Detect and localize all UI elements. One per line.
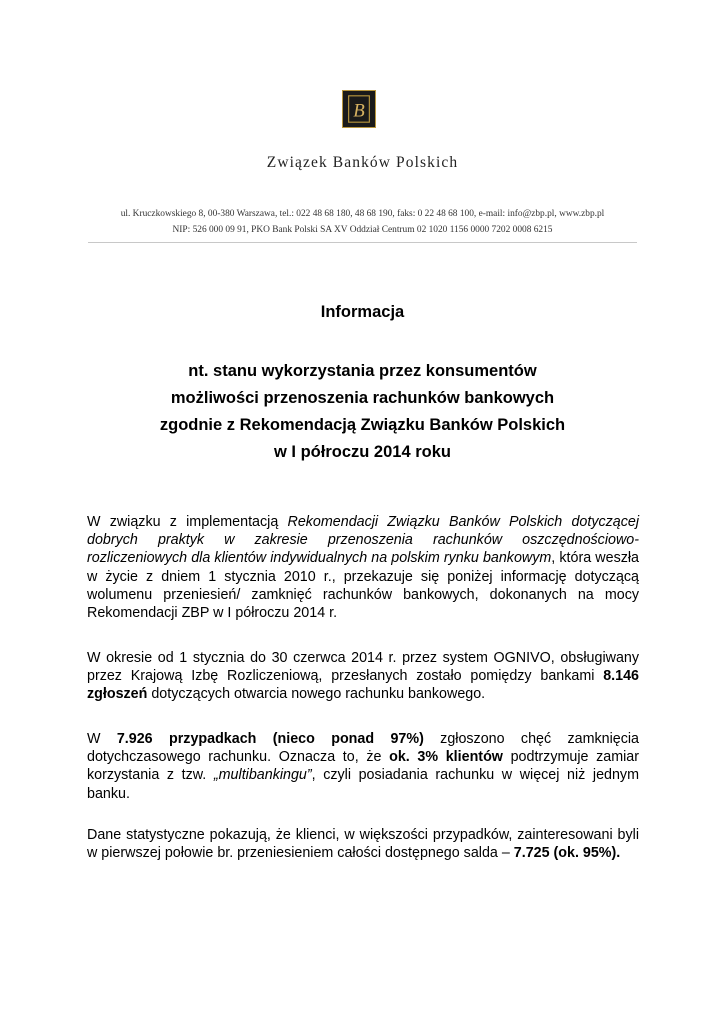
requests-count: 8.146 zgłoszeń (87, 668, 639, 703)
subtitle-line: możliwości przenoszenia rachunków bankowych (170, 389, 555, 407)
contact-address-line: ul. Kruczkowskiego 8, 00-380 Warszawa, tel.: 022 48 68 180, 48 68 190, faks: 0 22 48 68 100, e-mail: info@zbp.pl, www.zbp.pl (120, 209, 605, 219)
recommendation-title: Rekomendacji Związku Banków Polskich dotyczącej dobrych praktyk w zakresie przenoszenia rachunków oszczędnościowo-rozliczeniowych dla klientów indywidualnych na polskim rynku bankowym (87, 514, 639, 567)
document-title: Informacja (320, 303, 405, 321)
multibanking-term: „multibankingu” (213, 767, 312, 784)
document-subtitle (0, 358, 725, 466)
paragraph-balance-transfer: Dane statystyczne pokazują, że klienci, w większości przypadków, zainteresowani byli w pierwszej połowie br. przeniesieniem całości dostępnego salda – 7.725 (ok. 95%). (87, 827, 639, 862)
letterhead-divider (88, 242, 637, 243)
subtitle-line: w I półroczu 2014 roku (274, 443, 451, 461)
multibanking-share: ok. 3% klientów (389, 749, 503, 766)
zbp-logo (342, 90, 376, 128)
zbp-logo-icon (343, 91, 375, 127)
paragraph-ognivo: W okresie od 1 stycznia do 30 czerwca 2014 r. przez system OGNIVO, obsługiwany przez Krajową Izbę Rozliczeniową, przesłanych zostało pomiędzy bankami 8.146 zgłoszeń dotyczących otwarcia nowego rachunku bankowego. (87, 650, 639, 703)
contact-bank-line: NIP: 526 000 09 91, PKO Bank Polski SA XV Oddział Centrum 02 1020 1156 0000 7202 0008 6215 (172, 225, 553, 235)
balance-transfer-count: 7.725 (ok. 95%). (513, 845, 621, 862)
subtitle-line: nt. stanu wykorzystania przez konsumentów (188, 362, 537, 380)
organization-name: Związek Banków Polskich (266, 154, 459, 171)
logo-letter: B (353, 100, 365, 122)
subtitle-line: zgodnie z Rekomendacją Związku Banków Polskich (159, 416, 566, 434)
closures-count: 7.926 przypadkach (nieco ponad 97%) (116, 731, 424, 747)
paragraph-closures: W 7.926 przypadkach (nieco ponad 97%) zgłoszono chęć zamknięcia dotychczasowego rachunku. Oznacza to, że ok. 3% klientów podtrzymuje zamiar korzystania z tzw. „multibankingu”, czyli posiadania rachunku w więcej niż jednym banku. (87, 731, 640, 802)
paragraph-recommendation: W związku z implementacją Rekomendacji Związku Banków Polskich dotyczącej dobrych praktyk w zakresie przenoszenia rachunków oszczędnościowo-rozliczeniowych dla klientów indywidualnych na polskim rynku bankowym, która weszła w życie z dniem 1 stycznia 2010 r., przekazuje się poniżej informację dotyczącą wolumenu przeniesień/ zamknięć rachunków bankowych, dokonanych na mocy Rekomendacji ZBP w I półroczu 2014 r. (87, 514, 639, 622)
